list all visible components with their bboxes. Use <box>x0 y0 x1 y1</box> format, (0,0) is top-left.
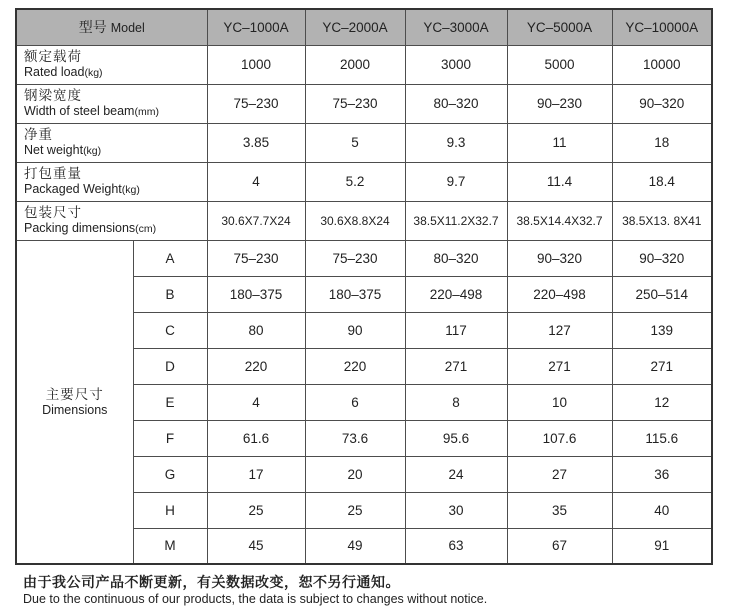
row-label-zh: 钢梁宽度 <box>24 87 82 103</box>
cell-value: 11.4 <box>507 162 612 201</box>
dimensions-label-zh: 主要尺寸 <box>45 386 104 402</box>
cell-value: 3000 <box>405 45 507 84</box>
cell-value: 220–498 <box>405 276 507 312</box>
model-label-cell <box>16 9 207 45</box>
cell-value: 27 <box>507 456 612 492</box>
table-row-dim-a <box>16 240 712 276</box>
row-label-en-text: Net weight <box>24 142 84 157</box>
row-label-unit: (cm) <box>135 222 157 235</box>
cell-value: 9.3 <box>405 123 507 162</box>
cell-value: 61.6 <box>207 420 305 456</box>
model-label-zh: 型号 <box>78 19 107 36</box>
model-header-yc-1000a: YC–1000A <box>207 9 305 45</box>
cell-value: 75–230 <box>305 84 405 123</box>
row-label-unit: (mm) <box>134 105 159 118</box>
cell-value: 36 <box>612 456 712 492</box>
cell-value: 8 <box>405 384 507 420</box>
cell-value: 220 <box>207 348 305 384</box>
row-label-zh: 包装尺寸 <box>24 204 82 220</box>
cell-value: 6 <box>305 384 405 420</box>
table-row-net-weight <box>16 123 712 162</box>
cell-value: 25 <box>305 492 405 528</box>
cell-value: 107.6 <box>507 420 612 456</box>
cell-value: 91 <box>612 528 712 564</box>
cell-value: 90 <box>305 312 405 348</box>
footer-disclaimer <box>23 574 730 606</box>
cell-value: 117 <box>405 312 507 348</box>
cell-value: 271 <box>405 348 507 384</box>
cell-value: 90–320 <box>612 240 712 276</box>
cell-value: 75–230 <box>207 240 305 276</box>
dim-letter: B <box>133 276 207 312</box>
row-label-steel-beam-width <box>16 84 207 123</box>
model-label-en: Model <box>110 21 145 36</box>
row-label-zh: 打包重量 <box>24 165 82 181</box>
cell-value: 38.5X14.4X32.7 <box>507 201 612 240</box>
cell-value: 45 <box>207 528 305 564</box>
cell-value: 80–320 <box>405 240 507 276</box>
cell-value: 2000 <box>305 45 405 84</box>
spec-table <box>15 8 713 565</box>
dim-letter: A <box>133 240 207 276</box>
cell-value: 75–230 <box>305 240 405 276</box>
cell-value: 11 <box>507 123 612 162</box>
table-row-steel-beam-width <box>16 84 712 123</box>
table-row-rated-load <box>16 45 712 84</box>
cell-value: 30.6X7.7X24 <box>207 201 305 240</box>
cell-value: 271 <box>612 348 712 384</box>
row-label-en-text: Packaged Weight <box>24 181 122 196</box>
row-label-en-text: Width of steel beam <box>24 103 135 118</box>
table-header-row <box>16 9 712 45</box>
cell-value: 180–375 <box>207 276 305 312</box>
row-label-en-text: Packing dimensions <box>24 220 136 235</box>
table-row-packaged-weight <box>16 162 712 201</box>
cell-value: 139 <box>612 312 712 348</box>
cell-value: 12 <box>612 384 712 420</box>
row-label-en <box>24 65 207 81</box>
cell-value: 18 <box>612 123 712 162</box>
cell-value: 95.6 <box>405 420 507 456</box>
cell-value: 67 <box>507 528 612 564</box>
dim-letter: H <box>133 492 207 528</box>
cell-value: 63 <box>405 528 507 564</box>
model-header-yc-10000a: YC–10000A <box>612 9 712 45</box>
row-label-en <box>24 104 207 120</box>
cell-value: 5 <box>305 123 405 162</box>
dimensions-label-en: Dimensions <box>42 402 108 417</box>
table-row-packing-dimensions <box>16 201 712 240</box>
model-header-yc-3000a: YC–3000A <box>405 9 507 45</box>
dim-letter: C <box>133 312 207 348</box>
cell-value: 3.85 <box>207 123 305 162</box>
model-header-yc-5000a: YC–5000A <box>507 9 612 45</box>
cell-value: 73.6 <box>305 420 405 456</box>
dim-letter: F <box>133 420 207 456</box>
row-label-packing-dimensions <box>16 201 207 240</box>
row-label-net-weight <box>16 123 207 162</box>
dim-letter: M <box>133 528 207 564</box>
dim-letter: E <box>133 384 207 420</box>
cell-value: 4 <box>207 162 305 201</box>
cell-value: 49 <box>305 528 405 564</box>
row-label-en <box>24 143 207 159</box>
cell-value: 38.5X11.2X32.7 <box>405 201 507 240</box>
row-label-en <box>24 182 207 198</box>
dim-letter: D <box>133 348 207 384</box>
cell-value: 4 <box>207 384 305 420</box>
row-label-packaged-weight <box>16 162 207 201</box>
footer-disclaimer-zh: 由于我公司产品不断更新，有关数据改变，恕不另行通知。 <box>23 574 400 590</box>
cell-value: 38.5X13. 8X41 <box>612 201 712 240</box>
footer-disclaimer-en: Due to the continuous of our products, the data is subject to changes without notice. <box>23 592 488 606</box>
cell-value: 90–320 <box>507 240 612 276</box>
dim-letter: G <box>133 456 207 492</box>
cell-value: 25 <box>207 492 305 528</box>
row-label-unit: (kg) <box>84 66 103 79</box>
cell-value: 115.6 <box>612 420 712 456</box>
cell-value: 75–230 <box>207 84 305 123</box>
cell-value: 9.7 <box>405 162 507 201</box>
row-label-zh: 净重 <box>24 126 53 142</box>
cell-value: 20 <box>305 456 405 492</box>
cell-value: 90–320 <box>612 84 712 123</box>
cell-value: 35 <box>507 492 612 528</box>
cell-value: 5000 <box>507 45 612 84</box>
cell-value: 1000 <box>207 45 305 84</box>
cell-value: 180–375 <box>305 276 405 312</box>
cell-value: 220–498 <box>507 276 612 312</box>
cell-value: 10 <box>507 384 612 420</box>
row-label-unit: (kg) <box>83 144 102 157</box>
cell-value: 30.6X8.8X24 <box>305 201 405 240</box>
cell-value: 18.4 <box>612 162 712 201</box>
cell-value: 5.2 <box>305 162 405 201</box>
row-label-unit: (kg) <box>121 183 140 196</box>
cell-value: 10000 <box>612 45 712 84</box>
cell-value: 17 <box>207 456 305 492</box>
cell-value: 127 <box>507 312 612 348</box>
cell-value: 80–320 <box>405 84 507 123</box>
row-label-en-text: Rated load <box>24 64 85 79</box>
row-label-en <box>24 221 207 237</box>
cell-value: 80 <box>207 312 305 348</box>
cell-value: 40 <box>612 492 712 528</box>
cell-value: 220 <box>305 348 405 384</box>
cell-value: 24 <box>405 456 507 492</box>
model-header-yc-2000a: YC–2000A <box>305 9 405 45</box>
cell-value: 90–230 <box>507 84 612 123</box>
row-label-rated-load <box>16 45 207 84</box>
cell-value: 271 <box>507 348 612 384</box>
row-label-zh: 额定载荷 <box>24 48 82 64</box>
dimensions-group-label <box>16 240 133 564</box>
cell-value: 250–514 <box>612 276 712 312</box>
cell-value: 30 <box>405 492 507 528</box>
